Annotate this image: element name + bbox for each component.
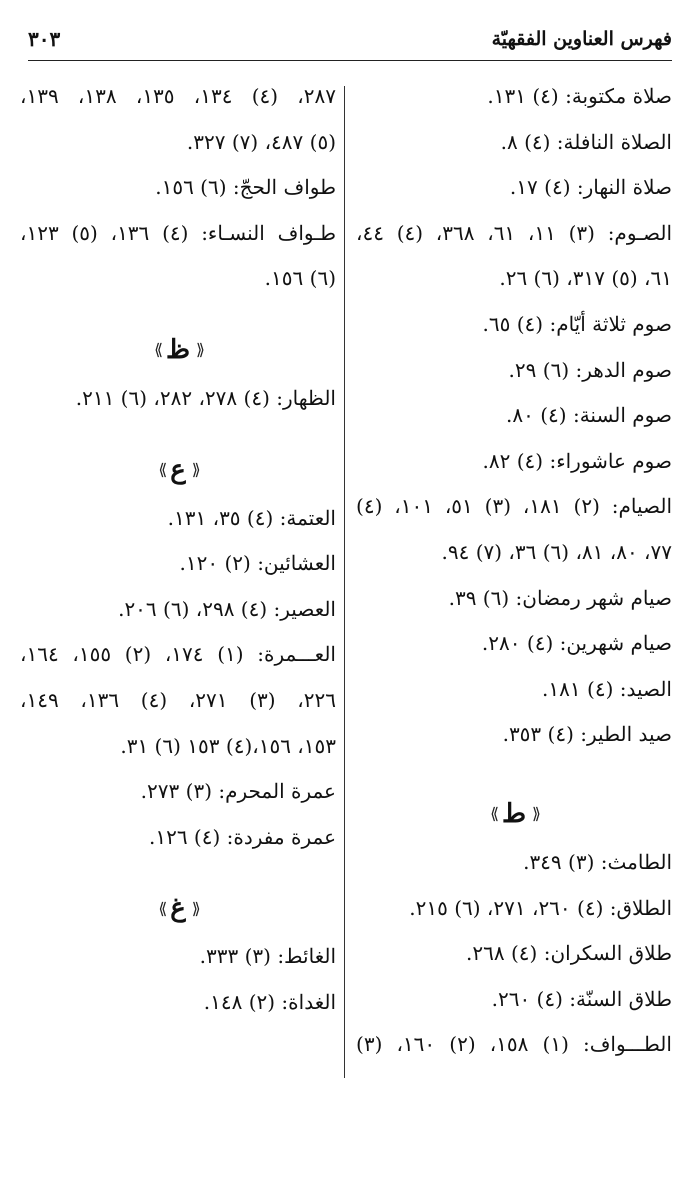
index-entry-continuation: ١٥٣، ١٥٦،(٤) ١٥٣ (٦) ٣١. (120, 733, 336, 758)
index-entry: صوم الدهر: (٦) ٢٩. (508, 357, 672, 382)
index-entry-continuation: (٦) ١٥٦. (264, 266, 336, 291)
section-heading-ghain (20, 882, 336, 934)
index-entry: صلاة مكتوبة: (٤) ١٣١. (487, 84, 672, 108)
section-letter: غ (170, 893, 186, 924)
ornament-left-icon: ⟪ (154, 340, 160, 360)
ornament-left-icon: ⟪ (158, 460, 165, 480)
ornament-left-icon: ⟪ (158, 898, 165, 918)
header-title: فهرس العناوين الفقهيّة (491, 28, 672, 50)
column-divider (344, 86, 345, 1078)
ornament-left-icon: ⟪ (490, 804, 496, 824)
index-entry: الصيام: (٢) ١٨١، (٣) ٥١، ١٠١، (٤) (356, 494, 673, 519)
right-column (356, 74, 672, 1068)
index-entry: الطـــواف: (١) ١٥٨، (٢) ١٦٠، (٣) (356, 1032, 672, 1057)
index-entry: الصلاة النافلة: (٤) ٨. (500, 129, 672, 154)
index-entry: طلاق السنّة: (٤) ٢٦٠. (491, 986, 672, 1011)
section-heading-ta (356, 788, 672, 840)
index-entry: صيام شهرين: (٤) ٢٨٠. (481, 631, 672, 656)
ornament-right-icon: ⟫ (191, 898, 198, 918)
index-entry: صيد الطير: (٤) ٣٥٣. (502, 722, 672, 747)
section-heading-ain (20, 444, 336, 496)
index-entry: الصـوم: (٣) ١١، ٦١، ٣٦٨، (٤) ٤٤، (356, 220, 673, 245)
index-entry: الطلاق: (٤) ٢٦٠، ٢٧١، (٦) ٢١٥. (409, 895, 672, 920)
index-entry: الغداة: (٢) ١٤٨. (203, 989, 336, 1014)
index-entry: الصيد: (٤) ١٨١. (542, 676, 672, 701)
index-entry-continuation: ٢٢٦، (٣) ٢٧١، (٤) ١٣٦، ١٤٩، (20, 687, 336, 712)
index-entry: الغائط: (٣) ٣٣٣. (199, 944, 336, 969)
index-entry: الظهار: (٤) ٢٧٨، ٢٨٢، (٦) ٢١١. (75, 385, 336, 410)
index-entry: العـــمرة: (١) ١٧٤، (٢) ١٥٥، ١٦٤، (20, 642, 336, 667)
ornament-right-icon: ⟫ (191, 460, 198, 480)
index-entry: العصير: (٤) ٢٩٨، (٦) ٢٠٦. (118, 596, 336, 621)
index-entry: صوم السنة: (٤) ٨٠. (506, 403, 672, 428)
index-entry: العشائين: (٢) ١٢٠. (179, 551, 336, 576)
index-entry-continuation: (٥) ٤٨٧، (٧) ٣٢٧. (186, 129, 336, 154)
page-header (28, 18, 672, 61)
page-number: ٣٠٣ (28, 27, 61, 51)
index-entry: عمرة المحرم: (٣) ٢٧٣. (140, 779, 336, 804)
index-entry: العتمة: (٤) ٣٥، ١٣١. (167, 505, 336, 530)
section-heading-za (20, 324, 336, 376)
index-entry: عمرة مفردة: (٤) ١٢٦. (148, 824, 336, 849)
index-entry: طلاق السكران: (٤) ٢٦٨. (466, 941, 672, 966)
ornament-right-icon: ⟫ (532, 804, 538, 824)
index-entry: صيام شهر رمضان: (٦) ٣٩. (448, 585, 672, 610)
index-entry: صوم عاشوراء: (٤) ٨٢. (482, 448, 672, 473)
left-column (20, 74, 336, 1026)
section-letter: ظ (165, 334, 191, 365)
section-letter: ط (501, 798, 527, 829)
index-entry-continuation: ٢٨٧، (٤) ١٣٤، ١٣٥، ١٣٨، ١٣٩، (20, 84, 336, 108)
index-entry: طواف الحجّ: (٦) ١٥٦. (155, 175, 336, 200)
index-entry: صلاة النهار: (٤) ١٧. (509, 175, 672, 200)
index-entry-continuation: ٧٧، ٨٠، ٨١، (٦) ٣٦، (٧) ٩٤. (441, 539, 672, 564)
index-entry: الطامث: (٣) ٣٤٩. (523, 849, 672, 874)
section-letter: ع (170, 454, 186, 485)
index-entry: طـواف النسـاء: (٤) ١٣٦، (٥) ١٢٣، (20, 220, 336, 245)
index-entry-continuation: ٦١، (٥) ٣١٧، (٦) ٢٦. (499, 266, 672, 291)
index-entry: صوم ثلاثة أيّام: (٤) ٦٥. (482, 311, 672, 336)
ornament-right-icon: ⟫ (196, 340, 202, 360)
